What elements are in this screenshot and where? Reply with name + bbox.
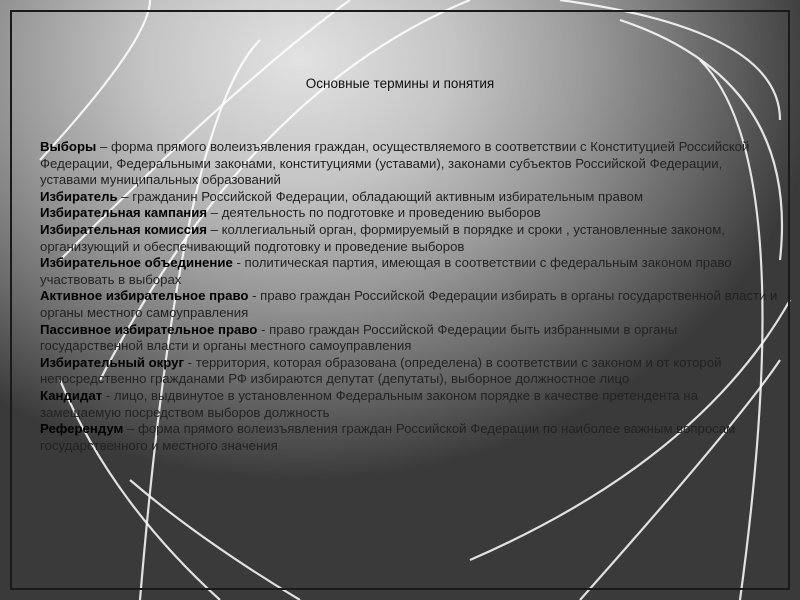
term-entry [40,288,780,321]
term-name: Избирательное объединение [40,255,233,271]
term-separator: - [184,354,196,370]
term-separator: – [96,139,111,154]
term-name: Пассивное избирательное право [40,321,258,337]
term-separator: - [102,387,114,403]
term-entry [40,222,780,255]
term-definition: деятельность по подготовке и проведению выборов [221,205,541,221]
term-definition: лицо, выдвинутое в установленном Федеральным законом порядке в качестве претендента на замещаемую посредством выборов должность [40,387,698,420]
term-definition: территория, которая образована (определена) в соответствии с законом и от которой непосредственно гражданами РФ избираются депутат (депутаты), выборное должностное лицо [40,354,722,387]
term-definition: гражданин Российской Федерации, обладающий активным избирательным правом [132,188,644,204]
term-definition: коллегиальный орган, формируемый в порядке и сроки , установленные законом, организующий и обеспечивающий подготовку и проведение выборов [40,221,725,254]
term-separator: – [117,188,133,204]
term-entry [40,388,780,421]
term-definition: форма прямого волеизъявления граждан, осуществляемого в соответствии с Конституцией Российской Федерации, Федеральными законами, конституциями (уставами), законами субъектов Российской Федерации, уставами муниципальных образований [40,139,750,188]
term-name: Избирательный округ [40,354,184,370]
term-name: Референдум [40,421,124,437]
arc-line [130,480,300,600]
term-name: Активное избирательное право [40,288,249,304]
term-entry [40,189,780,206]
term-name: Выборы [40,139,97,154]
term-entry [40,421,780,454]
term-name: Избиратель [40,188,118,204]
term-definition: право граждан Российской Федерации избирать в органы государственной власти и органы местного самоуправления [40,288,778,320]
term-separator: – [123,421,138,437]
arc-line [560,0,780,120]
term-separator: – [207,205,222,221]
term-entry [40,355,780,388]
term-entry [40,322,780,355]
term-separator: - [257,321,270,337]
term-separator: - [232,255,245,271]
term-entry [40,205,780,222]
term-entry [40,139,780,189]
term-name: Избирательная кампания [40,205,208,221]
term-separator: – [206,221,222,237]
term-name: Избирательная комиссия [40,221,207,237]
term-definition: политическая партия, имеющая в соответствии с федеральным законом право участвовать в выборах [40,255,732,287]
slide-title: Основные термины и понятия [305,76,495,91]
term-definition: право граждан Российской Федерации быть избранными в органы государственной власти и органы местного самоуправления [40,321,678,354]
term-name: Кандидат [40,387,103,403]
terms-list [40,139,780,454]
term-definition: форма прямого волеизъявления граждан Российской Федерации по наиболее важным вопросам государственного и местного значения [40,421,736,453]
term-separator: - [248,288,261,304]
term-entry [40,255,780,288]
